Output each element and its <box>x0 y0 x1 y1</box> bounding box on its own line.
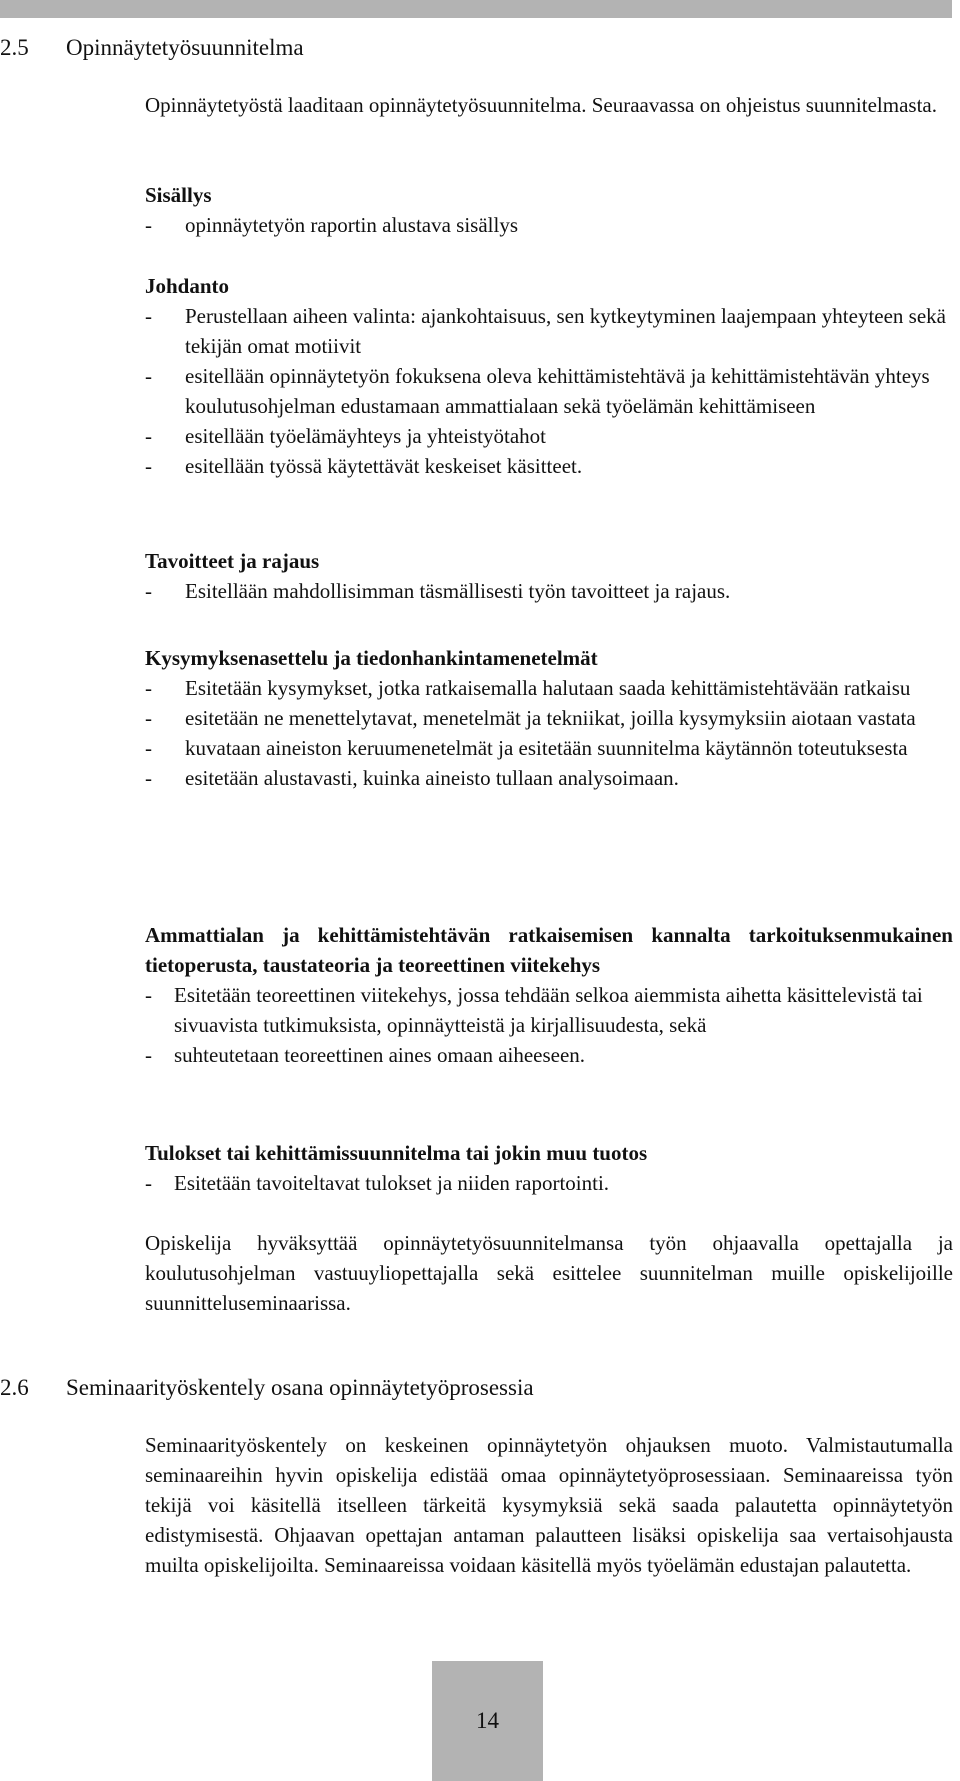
list-item: - opinnäytetyön raportin alustava sisällys <box>145 210 953 240</box>
sisallys-list <box>145 210 953 240</box>
kysymykset-section <box>145 643 953 793</box>
section-number: 2.6 <box>0 1375 29 1400</box>
closing-paragraph-block <box>145 1228 953 1318</box>
top-rule <box>0 0 952 18</box>
list-item: - Perustellaan aiheen valinta: ajankohtaisuus, sen kytkeytyminen laajempaan yhteyteen sekä tekijän omat motiivit <box>145 301 953 361</box>
johdanto-heading: Johdanto <box>145 274 230 298</box>
johdanto-section <box>145 271 953 481</box>
section-heading-2-5 <box>0 34 304 62</box>
section-heading-2-6 <box>0 1374 534 1402</box>
list-item: - esitetään alustavasti, kuinka aineisto tullaan analysoimaan. <box>145 763 953 793</box>
section-title: Opinnäytetyösuunnitelma <box>66 35 304 60</box>
kysymykset-heading: Kysymyksenasettelu ja tiedonhankintamenetelmät <box>145 646 598 670</box>
section-title: Seminaarityöskentely osana opinnäytetyöprosessia <box>66 1375 534 1400</box>
sisallys-heading: Sisällys <box>145 183 212 207</box>
seminaari-paragraph: Seminaarityöskentely on keskeinen opinnäytetyön ohjauksen muoto. Valmistautumalla seminaareihin hyvin opiskelija edistää omaa opinnäytetyöprosessiaan. Seminaareissa työn tekijä voi käsitellä itselleen tärkeitä kysymyksiä sekä saada palautetta opinnäytetyön edistymisestä. Ohjaavan opettajan antaman palautteen lisäksi opiskelija saa vertaisohjausta muilta opiskelijoilta. Seminaareissa voidaan käsitellä myös työelämän edustajan palautetta. <box>145 1433 953 1577</box>
tulokset-list <box>145 1168 953 1198</box>
tavoitteet-section <box>145 546 953 606</box>
list-item: - Esitetään tavoiteltavat tulokset ja niiden raportointi. <box>145 1168 953 1198</box>
section-number: 2.5 <box>0 35 29 60</box>
sisallys-section <box>145 180 953 240</box>
list-item: - esitellään opinnäytetyön fokuksena oleva kehittämistehtävä ja kehittämistehtävän yhteys koulutusohjelman edustamaan ammattialaan sekä työelämän kehittämiseen <box>145 361 953 421</box>
list-item: - esitellään työssä käytettävät keskeiset käsitteet. <box>145 451 953 481</box>
johdanto-list <box>145 301 953 481</box>
intro-paragraph: Opinnäytetyöstä laaditaan opinnäytetyösuunnitelma. Seuraavassa on ohjeistus suunnitelmasta. <box>145 93 937 117</box>
list-item: - esitetään ne menettelytavat, menetelmät ja tekniikat, joilla kysymyksiin aiotaan vastata <box>145 703 953 733</box>
tavoitteet-list <box>145 576 953 606</box>
kysymykset-list <box>145 673 953 793</box>
list-item: - Esitetään kysymykset, jotka ratkaisemalla halutaan saada kehittämistehtävään ratkaisu <box>145 673 953 703</box>
closing-paragraph: Opiskelija hyväksyttää opinnäytetyösuunnitelmansa työn ohjaavalla opettajalla ja koulutusohjelman vastuuyliopettajalla sekä esittelee suunnitelman muille opiskelijoille suunnitteluseminaarissa. <box>145 1231 953 1315</box>
list-item: - esitellään työelämäyhteys ja yhteistyötahot <box>145 421 953 451</box>
tulokset-heading: Tulokset tai kehittämissuunnitelma tai jokin muu tuotos <box>145 1141 648 1165</box>
tavoitteet-heading: Tavoitteet ja rajaus <box>145 549 320 573</box>
viitekehys-heading: Ammattialan ja kehittämistehtävän ratkaisemisen kannalta tarkoituksenmukainen tietoperusta, taustateoria ja teoreettinen viitekehys <box>145 923 953 977</box>
list-item: - Esitellään mahdollisimman täsmällisesti työn tavoitteet ja rajaus. <box>145 576 953 606</box>
viitekehys-list <box>145 980 953 1070</box>
list-item: - Esitetään teoreettinen viitekehys, jossa tehdään selkoa aiemmista aihetta käsittelevistä tai sivuavista tutkimuksista, opinnäytteistä ja kirjallisuudesta, sekä <box>145 980 953 1040</box>
page-number-box <box>432 1661 543 1781</box>
page-number: 14 <box>476 1708 499 1733</box>
tulokset-section <box>145 1138 953 1198</box>
list-item: - suhteutetaan teoreettinen aines omaan aiheeseen. <box>145 1040 953 1070</box>
seminaari-paragraph-block <box>145 1430 953 1580</box>
viitekehys-section <box>145 920 953 1070</box>
intro-paragraph-block <box>145 90 953 120</box>
list-item: - kuvataan aineiston keruumenetelmät ja esitetään suunnitelma käytännön toteutuksesta <box>145 733 953 763</box>
